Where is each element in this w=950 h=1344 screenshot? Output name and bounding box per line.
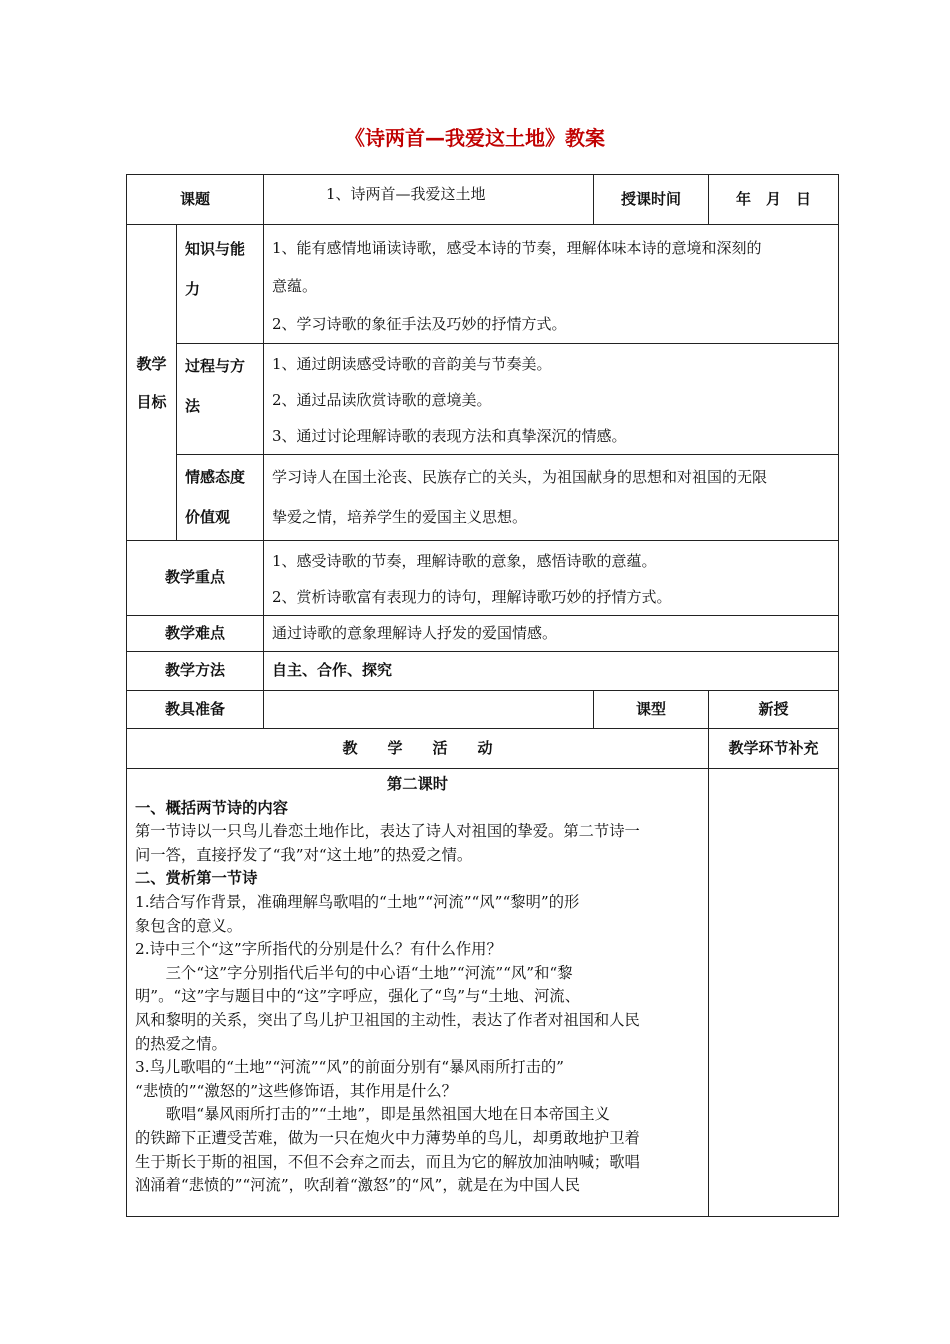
- answer-line: 汹涌着“悲愤的”“河流”，吹刮着“激怒”的“风”，就是在为中国人民: [135, 1176, 580, 1195]
- section-heading-1: 一、概括两节诗的内容: [135, 798, 288, 817]
- objective-line: 2、通过品读欣赏诗歌的意境美。: [272, 391, 492, 409]
- time-label: 授课时间: [594, 175, 709, 225]
- tools-label: 教具准备: [127, 691, 264, 729]
- objective-name-line2: 价值观: [185, 508, 231, 526]
- question-line: “悲愤的”“激怒的”这些修饰语，其作用是什么？: [135, 1081, 457, 1100]
- answer-line: 明”。“这”字与题目中的“这”字呼应，强化了“鸟”与“土地、河流、: [135, 987, 580, 1006]
- answer-line: 风和黎明的关系，突出了鸟儿护卫祖国的主动性，表达了作者对祖国和人民: [135, 1010, 640, 1029]
- difficulties-row: [127, 616, 839, 652]
- session-heading: 第二课时: [386, 775, 449, 793]
- lesson-type-value: 新授: [709, 691, 839, 729]
- objective-name-line2: 力: [185, 280, 201, 298]
- document-title: 《诗两首—我爱这土地》教案: [345, 126, 605, 150]
- objective-name-process: [177, 344, 264, 455]
- key-points-text: [264, 541, 839, 616]
- key-point-line: 2、赏析诗歌富有表现力的诗句，理解诗歌巧妙的抒情方式。: [272, 588, 672, 606]
- method-text: 自主、合作、探究: [264, 652, 839, 691]
- objective-name-values: [177, 455, 264, 541]
- answer-line: 三个“这”字分别指代后半句的中心语“土地”“河流”“风”和“黎: [165, 963, 573, 982]
- answer-line: 生于斯长于斯的祖国，不但不会弃之而去，而且为它的解放加油呐喊；歌唱: [135, 1152, 640, 1171]
- objective-text-process: [264, 344, 839, 455]
- answer-line: 歌唱“暴风雨所打击的”“土地”，即是虽然祖国大地在日本帝国主义: [165, 1105, 610, 1124]
- tools-value: [264, 691, 594, 729]
- objective-line: 1、能有感情地诵读诗歌，感受本诗的节奏，理解体味本诗的意境和深刻的: [272, 239, 762, 257]
- question-line: 2.诗中三个“这”字所指代的分别是什么？有什么作用？: [135, 940, 502, 959]
- key-point-line: 1、感受诗歌的节奏，理解诗歌的意象，感悟诗歌的意蕴。: [272, 552, 657, 570]
- objective-line: 2、学习诗歌的象征手法及巧妙的抒情方式。: [272, 315, 567, 333]
- objective-line: 3、通过讨论理解诗歌的表现方法和真挚深沉的情感。: [272, 427, 627, 445]
- paragraph-line: 问一答，直接抒发了“我”对“这土地”的热爱之情。: [135, 845, 473, 864]
- question-line: 象包含的意义。: [135, 916, 243, 935]
- difficulties-text: 通过诗歌的意象理解诗人抒发的爱国情感。: [264, 616, 839, 652]
- activity-header-label: 教 学 活 动: [127, 729, 709, 769]
- answer-line: 的热爱之情。: [135, 1034, 227, 1053]
- activity-content-row: [127, 769, 839, 1217]
- section-heading-2: 二、赏析第一节诗: [135, 869, 258, 888]
- objective-name-line2: 法: [185, 397, 201, 415]
- lesson-type-label: 课型: [594, 691, 709, 729]
- topic-label: 课题: [127, 175, 264, 225]
- answer-line: 的铁蹄下正遭受苦难，做为一只在炮火中力薄势单的鸟儿，却勇敢地护卫着: [135, 1128, 640, 1147]
- objective-text-values: [264, 455, 839, 541]
- objective-line: 学习诗人在国土沦丧、民族存亡的关头，为祖国献身的思想和对祖国的无限: [272, 468, 768, 486]
- objective-line: 意蕴。: [272, 277, 318, 295]
- topic-row: [127, 175, 839, 225]
- supplement-cell: [709, 769, 839, 1217]
- key-points-row: [127, 541, 839, 616]
- question-line: 1.结合写作背景，准确理解鸟歌唱的“土地”“河流”“风”“黎明”的形: [135, 892, 580, 911]
- topic-value: 1、诗两首—我爱这土地: [264, 175, 594, 225]
- objectives-label: [127, 225, 177, 541]
- time-value: 年 月 日: [709, 175, 839, 225]
- key-points-label: 教学重点: [127, 541, 264, 616]
- objective-row-knowledge: [127, 225, 839, 344]
- objective-name-line1: 情感态度: [185, 468, 246, 486]
- tools-row: [127, 691, 839, 729]
- objective-text-knowledge: [264, 225, 839, 344]
- objective-line: 挚爱之情，培养学生的爱国主义思想。: [272, 508, 528, 526]
- objective-row-values: [127, 455, 839, 541]
- objective-name-knowledge: [177, 225, 264, 344]
- lesson-plan-table: [126, 174, 839, 1217]
- paragraph-line: 第一节诗以一只鸟儿眷恋土地作比，表达了诗人对祖国的挚爱。第二节诗一: [135, 822, 640, 841]
- supplement-header-label: 教学环节补充: [709, 729, 839, 769]
- objective-name-line1: 知识与能: [185, 240, 246, 258]
- method-label: 教学方法: [127, 652, 264, 691]
- objective-row-process: [127, 344, 839, 455]
- activity-header-row: [127, 729, 839, 769]
- difficulties-label: 教学难点: [127, 616, 264, 652]
- objective-line: 1、通过朗读感受诗歌的音韵美与节奏美。: [272, 355, 552, 373]
- activity-content: [127, 769, 709, 1217]
- objectives-label-line2: 目标: [136, 392, 167, 411]
- question-line: 3.鸟儿歌唱的“土地”“河流”“风”的前面分别有“暴风雨所打击的”: [135, 1058, 564, 1077]
- objectives-label-line1: 教学: [136, 354, 167, 373]
- objective-name-line1: 过程与方: [185, 357, 246, 375]
- method-row: [127, 652, 839, 691]
